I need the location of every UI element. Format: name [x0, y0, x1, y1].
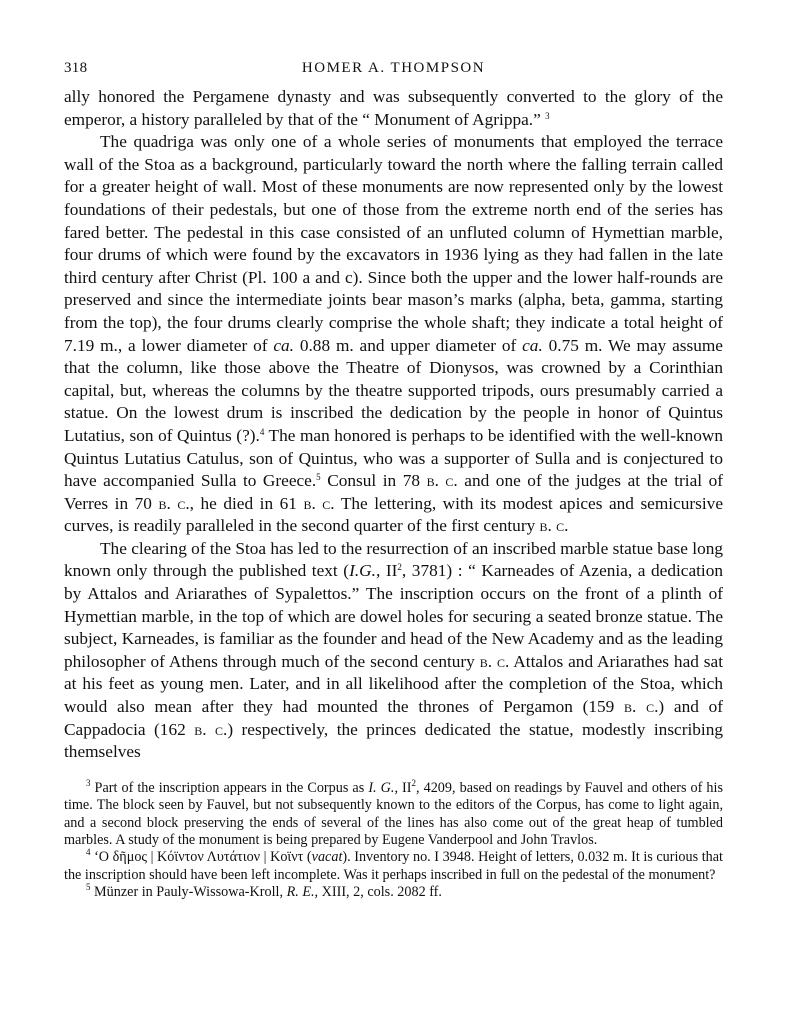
footnotes [64, 777, 723, 902]
footnote-3: $^3$ Part of the inscription appears in the Corpus as I. G., $II^2$, 4209, based on readings by Fauvel and others of his time. The block seen by Fauvel, but not subsequently known to the editors of the Corpus, has come to light again, and a second block preserving the ends of several of the lines has also come out of the great heap of tumbled marbles. A study of the monument is being prepared by Eugene Vanderpool and John Travlos. [64, 777, 723, 849]
body-text [64, 86, 723, 764]
paragraph-2: The quadriga was only one of a whole series of monuments that employed the terrace wall of the Stoa as a background, particularly toward the north where the falling terrain called for a greater height of wall. Most of these monuments are now represented only by the lowest foundations of their pedestals, but one of those from the extreme north end of the series has fared better. The pedestal in this case consisted of an unfluted column of Hymettian marble, four drums of which were found by the excavators in 1936 lying as they had fallen in the late third century after Christ (Pl. 100 a and c). Since both the upper and the lower half-rounds are preserved and since the intermediate joints bear mason’s marks (alpha, beta, gamma, starting from the top), the four drums clearly comprise the whole shaft; they indicate a total height of 7.19 m., a lower diameter of ca. 0.88 m. and upper diameter of ca. 0.75 m. We may assume that the column, like those above the Theatre of Dionysos, was crowned by a Corinthian capital, but, whereas the columns by the theatre supported tripods, ours presumably carried a statue. On the lowest drum is inscribed the dedication by the people in honor of Quintus Lutatius, son of Quintus (?).$^4$ The man honored is perhaps to be identified with the well-known Quintus Lutatius Catulus, son of Quintus, who was a supporter of Sulla and is conjectured to have accompanied Sulla to Greece.$^5$ Consul in 78 b. c. and one of the judges at the trial of Verres in 70 b. c., he died in 61 b. c. The lettering, with its modest apices and semicursive curves, is readily paralleled in the second quarter of the first century b. c. [64, 132, 724, 536]
running-head [64, 60, 723, 86]
page [64, 60, 723, 902]
footnote-4: $^4$ ‘Ο δῆμος | Κόϊντον Λυτάτιον | Κοϊντ (vacat). Inventory no. I 3948. Height of letters, 0.032 m. It is curious that the inscription should have been left incomplete. Was it perhaps inscribed in full on the pedestal of the monument? [64, 847, 723, 883]
running-title: HOMER A. THOMPSON [301, 60, 486, 76]
paragraph-3: The clearing of the Stoa has led to the resurrection of an inscribed marble statue base long known only through the published text (I.G., $II^2$, 3781) : “ Karneades of Azenia, a dedication by Attalos and Ariarathes of Sypalettos.” The inscription occurs on the front of a plinth of Hymettian marble, in the top of which are dowel holes for securing a seated bronze statue. The subject, Karneades, is familiar as the founder and head of the New Academy and as the leading philosopher of Athens through much of the second century b. c. Attalos and Ariarathes had sat at his feet as young men. Later, and in all likelihood after the completion of the Stoa, which would also mean after they had mounted the thrones of Pergamon (159 b. c.) and of Cappadocia (162 b. c.) respectively, the princes dedicated the statue, modestly inscribing themselves [64, 538, 724, 762]
footnote-ref-3: 3 [545, 110, 550, 121]
page-number: 318 [64, 60, 88, 76]
footnote-5: $^5$ Münzer in Pauly-Wissowa-Kroll, R. E., XIII, 2, cols. 2082 ff. [86, 882, 442, 901]
paragraph-1: ally honored the Pergamene dynasty and was subsequently converted to the glory of the emperor, a history paralleled by that of the “ Monument of Agrippa.” $^3$ [64, 87, 723, 129]
footnote-ref-4: 4 [259, 426, 265, 437]
footnote-ref-5: 5 [316, 472, 321, 483]
